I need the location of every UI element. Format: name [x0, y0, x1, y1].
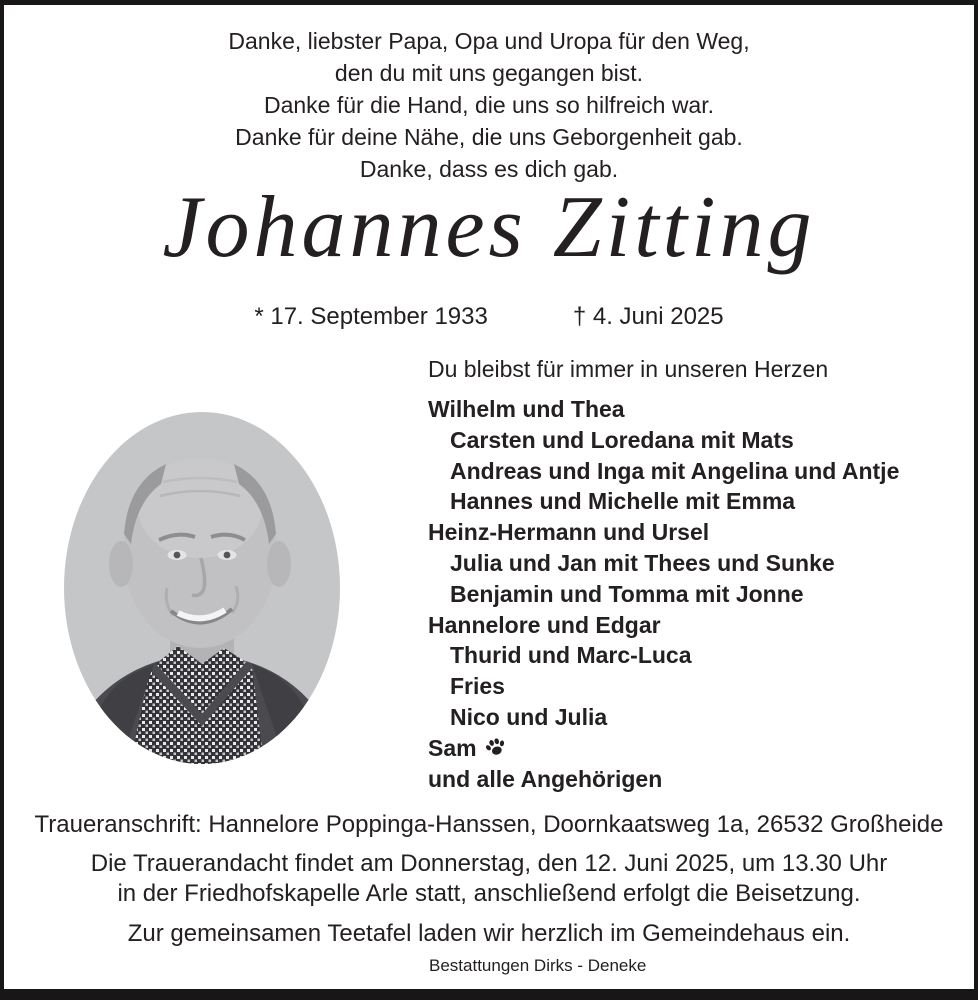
portrait-photo-illustration [64, 412, 340, 764]
mourner-name: Carsten und Loredana mit Mats [450, 426, 794, 453]
thank-you-poem [0, 25, 978, 185]
portrait-photo [64, 412, 340, 764]
deceased-name: Johannes Zitting [162, 179, 816, 276]
mourner-name: Nico und Julia [450, 703, 608, 730]
mourner-name: und alle Angehörigen [428, 765, 663, 792]
mourner-name: Andreas und Inga mit Angelina und Antje [450, 457, 900, 484]
mourner-name: Julia und Jan mit Thees und Sunke [450, 549, 835, 576]
mourner-line [428, 579, 899, 610]
frame-border-top [0, 0, 978, 5]
mourner-line [428, 517, 899, 548]
life-dates [0, 303, 978, 331]
mourner-line [428, 486, 899, 517]
death-date: † 4. Juni 2025 [572, 303, 724, 330]
mourner-line [428, 548, 899, 579]
poem-line: Danke für deine Nähe, die uns Geborgenheit gab. [235, 124, 743, 150]
mourner-name: Fries [450, 673, 505, 700]
mourner-line [428, 764, 899, 795]
mourner-line [428, 394, 899, 425]
frame-border-bottom [0, 989, 978, 1000]
mourner-name: Hannes und Michelle mit Emma [450, 488, 796, 515]
poem-line: Danke, liebster Papa, Opa und Uropa für den Weg, [228, 28, 750, 54]
mourner-name: Heinz-Hermann und Ursel [428, 519, 710, 546]
service-line: Die Trauerandacht findet am Donnerstag, den 12. Juni 2025, um 13.30 Uhr [90, 850, 888, 877]
poem-line: Danke, dass es dich gab. [359, 156, 619, 182]
mourner-line [428, 610, 899, 641]
poem-line: den du mit uns gegangen bist. [334, 60, 644, 86]
mourner-name: Benjamin und Tomma mit Jonne [450, 580, 804, 607]
mourner-name: Thurid und Marc-Luca [450, 642, 692, 669]
service-details [0, 849, 978, 909]
mourner-name: Hannelore und Edgar [428, 611, 661, 638]
mourners-list [428, 394, 899, 794]
paw-icon [484, 735, 507, 758]
mourner-line [428, 702, 899, 733]
poem-line: Danke für die Hand, die uns so hilfreich war. [263, 92, 715, 118]
funeral-home-name: Bestattungen Dirks - Deneke [429, 956, 647, 975]
mourner-name: Wilhelm und Thea [428, 396, 625, 422]
birth-date: * 17. September 1933 [254, 303, 488, 330]
invitation-line: Zur gemeinsamen Teetafel laden wir herzlich im Gemeindehaus ein. [127, 920, 851, 947]
mourner-line [428, 456, 899, 487]
mourner-line-sam [428, 733, 899, 764]
mourner-name: Sam [428, 734, 477, 761]
mourner-line [428, 425, 899, 456]
mourning-address-line: Traueranschrift: Hannelore Poppinga-Hanssen, Doornkaatsweg 1a, 26532 Großheide [34, 811, 944, 838]
mourner-line [428, 671, 899, 702]
service-line: in der Friedhofskapelle Arle statt, anschließend erfolgt die Beisetzung. [117, 880, 861, 907]
tribute-line: Du bleibst für immer in unseren Herzen [428, 356, 829, 382]
mourner-line [428, 640, 899, 671]
